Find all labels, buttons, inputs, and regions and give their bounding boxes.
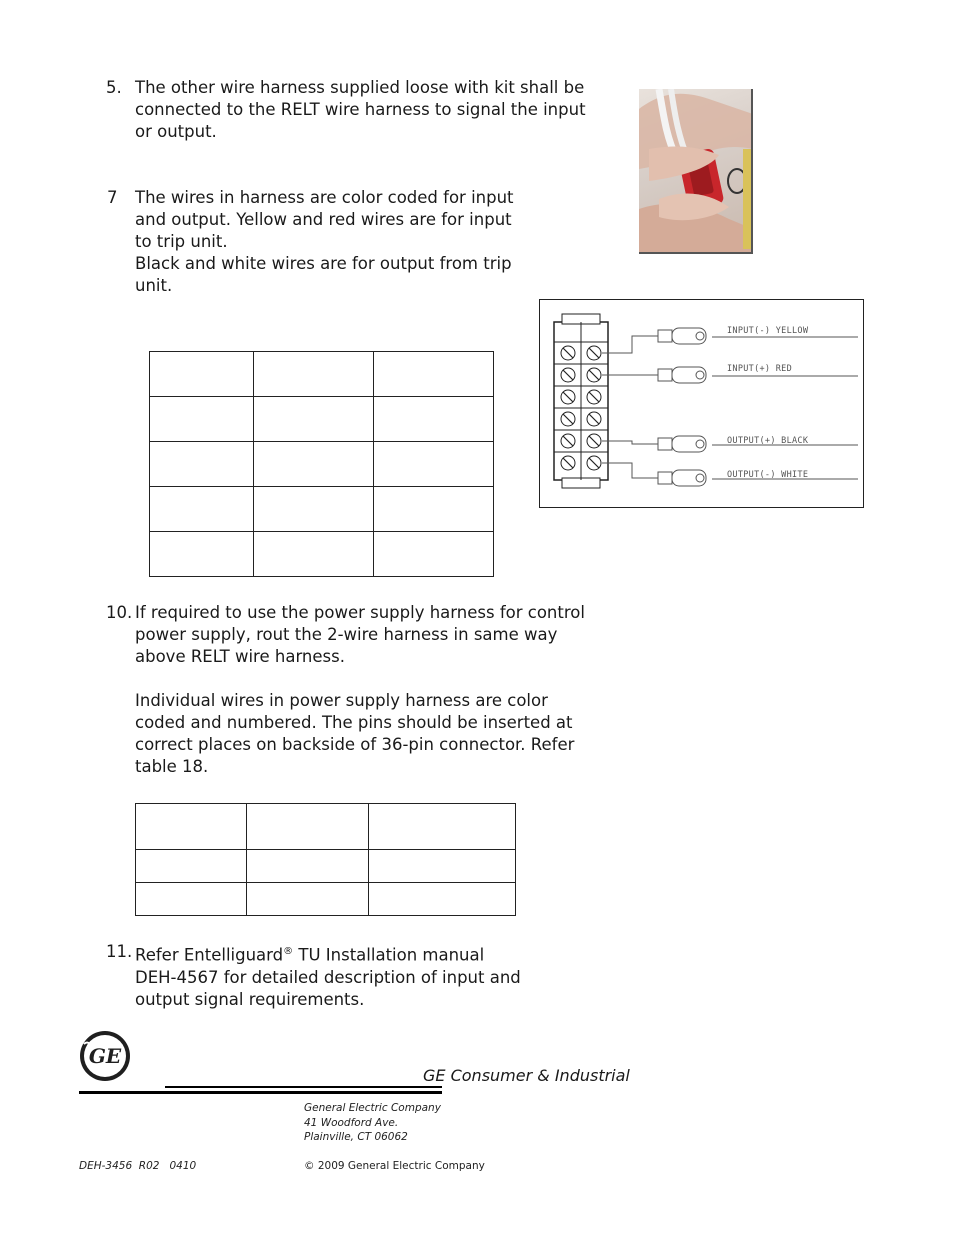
ge-logo-icon xyxy=(79,1030,131,1082)
table-cell xyxy=(369,804,516,850)
item-5-text: The other wire harness supplied loose with kit shall be connected to the RELT wire harness to signal the input or output. xyxy=(135,78,586,141)
table-cell xyxy=(254,532,374,577)
registered-mark: ® xyxy=(283,946,294,957)
ge-logo xyxy=(79,1030,131,1082)
terminal-block-diagram xyxy=(540,300,862,506)
item-10-number: 10. xyxy=(106,603,133,622)
table-cell xyxy=(150,532,254,577)
wiring-diagram xyxy=(539,299,864,508)
table-cell xyxy=(247,883,369,916)
table-cell xyxy=(254,487,374,532)
diagram-label-input-yellow: INPUT(-) YELLOW xyxy=(727,326,809,336)
table-cell xyxy=(369,850,516,883)
item-10-para2: Individual wires in power supply harness are color coded and numbered. The pins should be inserted at correct places on backside of 36-pin connector. Refer table 18. xyxy=(135,691,575,776)
table-cell xyxy=(254,442,374,487)
table-cell xyxy=(369,883,516,916)
item-7-text xyxy=(135,187,527,297)
table-cell xyxy=(374,352,494,397)
address-line-2: 41 Woodford Ave. xyxy=(304,1116,399,1129)
item-11-text-after: TU Installation manual DEH-4567 for detailed description of input and output signal requirements. xyxy=(135,945,521,1009)
item-10-para1: If required to use the power supply harness for control power supply, rout the 2-wire harness in same way above RELT wire harness. xyxy=(135,603,585,666)
item-7-number: 7 xyxy=(107,188,118,207)
footer-rule-thin xyxy=(165,1086,442,1088)
table-cell xyxy=(136,883,247,916)
table-cell xyxy=(247,850,369,883)
table-cell xyxy=(247,804,369,850)
table-cell xyxy=(254,397,374,442)
table-cell xyxy=(136,804,247,850)
item-10-text xyxy=(135,602,590,778)
item-7-line1: The wires in harness are color coded for input and output. Yellow and red wires are for input to trip unit. xyxy=(135,188,514,251)
table-cell xyxy=(254,352,374,397)
empty-table-1 xyxy=(149,351,494,577)
empty-table-2 xyxy=(135,803,516,916)
ge-logo-lettering: GE xyxy=(88,1044,122,1068)
connector-photo xyxy=(639,89,753,254)
diagram-label-output-white: OUTPUT(-) WHITE xyxy=(727,470,809,480)
table-cell xyxy=(150,442,254,487)
company-title: GE Consumer & Industrial xyxy=(423,1066,630,1085)
table-cell xyxy=(374,442,494,487)
item-7-line2: Black and white wires are for output from trip unit. xyxy=(135,254,512,295)
table-cell xyxy=(374,532,494,577)
table-cell xyxy=(374,397,494,442)
item-5-number: 5. xyxy=(106,78,122,97)
table-cell xyxy=(150,487,254,532)
address-line-3: Plainville, CT 06062 xyxy=(304,1131,408,1143)
copyright-notice: © 2009 General Electric Company xyxy=(304,1160,485,1172)
footer-rule xyxy=(79,1091,442,1094)
table-cell xyxy=(136,850,247,883)
diagram-label-input-red: INPUT(+) RED xyxy=(727,364,793,374)
hand-connector-image xyxy=(639,89,753,254)
item-11-number: 11. xyxy=(106,942,133,961)
item-11-text xyxy=(135,941,527,1011)
diagram-label-output-black: OUTPUT(+) BLACK xyxy=(727,436,809,446)
item-11-text-before: Refer Entelliguard xyxy=(135,945,284,965)
company-address xyxy=(304,1101,441,1145)
document-id: DEH-3456 R02 0410 xyxy=(79,1160,197,1172)
table-cell xyxy=(374,487,494,532)
table-cell xyxy=(150,397,254,442)
table-cell xyxy=(150,352,254,397)
address-line-1: General Electric Company xyxy=(304,1102,441,1114)
